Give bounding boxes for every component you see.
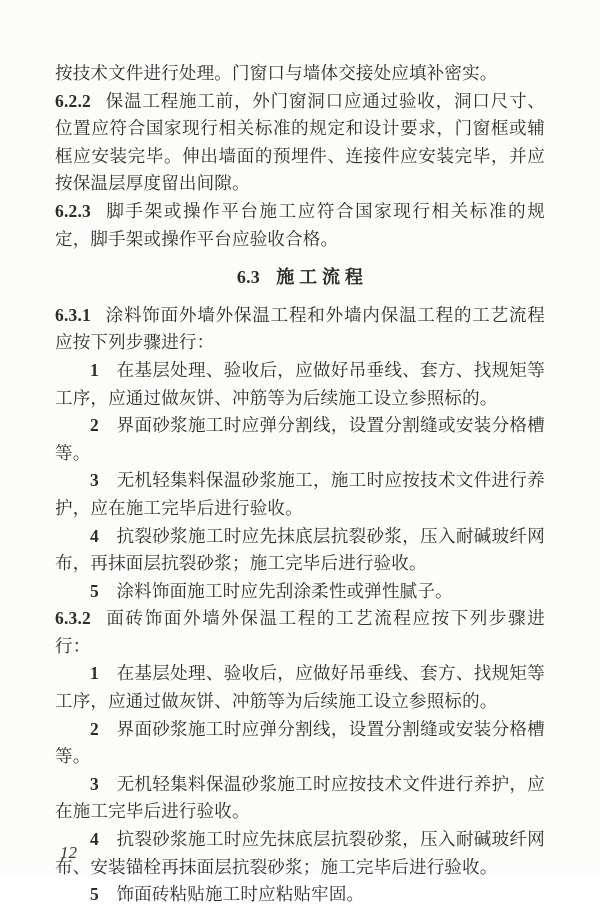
step-number: 4 bbox=[90, 525, 99, 546]
paragraph-text: 抗裂砂浆施工时应先抹底层抗裂砂浆，压入耐碱玻纤网布，再抹面层抗裂砂浆；施工完毕后进行验收。 bbox=[55, 525, 545, 574]
paragraph bbox=[55, 660, 545, 715]
paragraph bbox=[55, 523, 545, 578]
step-number: 4 bbox=[90, 829, 99, 850]
clause-number: 6.3.2 bbox=[55, 608, 91, 629]
paragraph bbox=[55, 357, 545, 412]
paragraph-text: 饰面砖粘贴施工时应粘贴牢固。 bbox=[116, 884, 365, 905]
paragraph-text: 面砖饰面外墙外保温工程的工艺流程应按下列步骤进行： bbox=[55, 608, 545, 656]
step-number: 5 bbox=[90, 580, 99, 601]
paragraph bbox=[55, 88, 545, 198]
paragraph-text: 界面砂浆施工时应弹分割线，设置分割缝或安装分格槽等。 bbox=[55, 415, 545, 463]
step-number: 2 bbox=[90, 415, 99, 436]
paragraph-text: 按技术文件进行处理。门窗口与墙体交接处应填补密实。 bbox=[55, 63, 498, 83]
paragraph bbox=[55, 771, 545, 826]
paragraph-text: 脚手架或操作平台施工应符合国家现行相关标准的规定，脚手架或操作平台应验收合格。 bbox=[55, 200, 545, 249]
paragraph bbox=[55, 605, 545, 660]
paragraph bbox=[55, 198, 545, 253]
step-number: 1 bbox=[90, 663, 99, 684]
paragraph-text: 抗裂砂浆施工时应先抹底层抗裂砂浆，压入耐碱玻纤网布、安装锚栓再抹面层抗裂砂浆；施工完毕后进行验收。 bbox=[55, 829, 545, 877]
step-number: 2 bbox=[90, 718, 99, 739]
clause-number: 6.2.3 bbox=[55, 200, 91, 221]
paragraph bbox=[55, 467, 545, 522]
paragraph bbox=[55, 578, 545, 606]
page-content bbox=[55, 60, 545, 909]
clause-number: 6.2.2 bbox=[55, 90, 91, 111]
clause-number: 6.3 bbox=[236, 267, 260, 288]
step-number: 3 bbox=[90, 773, 99, 794]
step-number: 5 bbox=[90, 884, 99, 905]
clause-number: 6.3.1 bbox=[55, 304, 91, 325]
paragraph-text: 施 工 流 程 bbox=[276, 267, 364, 288]
paragraph-text: 在基层处理、验收后，应做好吊垂线、套方、找规矩等工序，应通过做灰饼、冲筋等为后续施工设立参照标的。 bbox=[55, 359, 545, 408]
paragraph bbox=[55, 60, 545, 88]
section-heading bbox=[55, 264, 545, 292]
paragraph bbox=[55, 716, 545, 771]
step-number: 1 bbox=[90, 359, 99, 380]
paragraph bbox=[55, 302, 545, 357]
page-number: 12 bbox=[60, 843, 77, 862]
paragraph bbox=[55, 881, 545, 909]
paragraph-text: 保温工程施工前，外门窗洞口应通过验收，洞口尺寸、位置应符合国家现行相关标准的规定和设计要求，门窗框或辅框应安装完毕。伸出墙面的预埋件、连接件应安装完毕，并应按保温层厚度留出间隙。 bbox=[55, 90, 545, 194]
paragraph-text: 无机轻集料保温砂浆施工时应按技术文件进行养护，应在施工完毕后进行验收。 bbox=[55, 773, 545, 822]
paragraph-text: 涂料饰面施工时应先刮涂柔性或弹性腻子。 bbox=[116, 580, 453, 601]
paragraph-text: 无机轻集料保温砂浆施工，施工时应按技术文件进行养护，应在施工完毕后进行验收。 bbox=[55, 470, 545, 518]
step-number: 3 bbox=[90, 470, 99, 491]
paragraph bbox=[55, 412, 545, 467]
paragraph bbox=[55, 826, 545, 881]
paragraph-text: 涂料饰面外墙外保温工程和外墙内保温工程的工艺流程应按下列步骤进行： bbox=[55, 304, 545, 353]
paragraph-text: 在基层处理、验收后，应做好吊垂线、套方、找规矩等工序，应通过做灰饼、冲筋等为后续施工设立参照标的。 bbox=[55, 663, 545, 712]
paragraph-text: 界面砂浆施工时应弹分割线，设置分割缝或安装分格槽等。 bbox=[55, 718, 545, 767]
